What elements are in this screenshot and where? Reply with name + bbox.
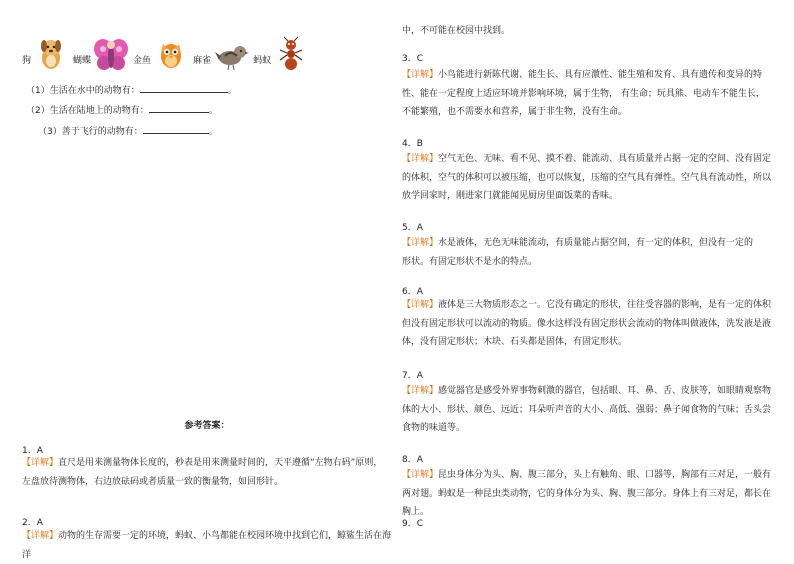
explanation-tag: 【详解】: [402, 154, 439, 164]
goldfish-icon: [153, 36, 189, 72]
explanation-text: 昆虫身体分为头、胸、腹三部分，头上有触角、眼、口器等，胸部有三对足，一般有两对翅。蚂蚁是一种昆虫类动物，它的身体分为头、胸、腹三部分。身体上有三对足，都长在胸上。: [402, 470, 772, 518]
animal-ant: [253, 36, 309, 72]
animal-label: 狗: [22, 56, 32, 66]
continuation-text: 中，不可能在校园中找到。: [402, 26, 511, 36]
answer-3-explanation: [402, 66, 772, 122]
answer-blank: [143, 125, 209, 134]
question-text: （1）生活在水中的动物有：: [26, 86, 140, 96]
answer-6-explanation: [402, 296, 772, 352]
explanation-tag: 【详解】: [402, 470, 439, 480]
sparrow-icon: [213, 36, 249, 72]
explanation-text: 空气无色、无味、看不见、摸不着、能流动、具有质量并占据一定的空间、没有固定的体积，空气的体积可以被压缩，也可以恢复，压缩的空气具有弹性。空气具有流动性，所以放学回家时，刚进家门就能闻见厨房里面饭菜的香味。: [402, 154, 772, 202]
animal-sparrow: [193, 36, 249, 72]
animal-row: [22, 28, 392, 72]
explanation-tag: 【详解】: [22, 458, 59, 468]
answer-number: 5．A: [402, 223, 423, 233]
answer-8-explanation: [402, 466, 772, 522]
left-column: [22, 28, 392, 560]
answer-number: 8．A: [402, 455, 423, 465]
answer-number: 1．A: [22, 446, 43, 456]
answer-blank: [140, 84, 228, 93]
right-column: [402, 22, 774, 529]
answer-number: 4．B: [402, 139, 423, 149]
animal-label: 蝴蝶: [73, 56, 92, 66]
explanation-tag: 【详解】: [22, 531, 59, 541]
answer-number: 3．C: [402, 54, 424, 64]
ant-icon: [273, 36, 309, 72]
animal-goldfish: [133, 36, 189, 72]
explanation-text: 直尺是用来测量物体长度的，秒表是用来测量时间的，天平遵循“左物右码”原则，左盘放待测物体，右边放砝码或者质量一致的衡量物，如回形针。: [22, 458, 383, 487]
explanation-tag: 【详解】: [402, 70, 439, 80]
question-text: （2）生活在陆地上的动物有：: [26, 106, 149, 116]
question-text: （3）善于飞行的动物有：: [38, 127, 143, 137]
answer-number: 9．C: [402, 519, 424, 529]
question-2: [26, 104, 218, 117]
explanation-text: 液体是三大物质形态之一。它没有确定的形状，往往受容器的影响，是有一定的体积但没有固定形状可以流动的物质。像水这样没有固定形状会流动的物体叫做液体，洗发液是液体，没有固定形状；木块、石头都是固体，有固定形状。: [402, 300, 772, 348]
period: 。: [208, 106, 218, 116]
answer-number: 2．A: [22, 518, 43, 528]
animal-label: 金鱼: [133, 56, 152, 66]
answer-number: 7．A: [402, 371, 423, 381]
butterfly-icon: [93, 36, 129, 72]
animal-label: 麻雀: [193, 56, 212, 66]
answer-number: 6．A: [402, 287, 423, 297]
explanation-tag: 【详解】: [402, 386, 439, 396]
question-1: [26, 84, 237, 97]
period: 。: [227, 86, 237, 96]
answer-7-explanation: [402, 382, 772, 438]
explanation-tag: 【详解】: [402, 238, 439, 248]
dog-icon: [33, 36, 69, 72]
answer-blank: [149, 104, 209, 113]
animal-label: 蚂蚁: [253, 56, 272, 66]
explanation-tag: 【详解】: [402, 300, 439, 310]
explanation-text: 小鸟能进行新陈代谢、能生长、具有应激性、能生殖和发育、具有遗传和变异的特性、能在一定程度上适应环境并影响环境，属于生物， 有生命；玩具熊、电动车不能生长，不能繁殖，也不需要水和营养，属于非生物，没有生命。: [402, 70, 765, 118]
answer-2-explanation: [22, 527, 392, 564]
explanation-text: 感觉器官是感受外界事物刺激的器官，包括眼、耳、鼻、舌、皮肤等，如眼睛观察物体的大小、形状、颜色、远近；耳朵听声音的大小、高低、强弱；鼻子闻食物的气味；舌头尝食物的味道等。: [402, 386, 772, 434]
answer-1-explanation: [22, 454, 384, 491]
answer-4-explanation: [402, 150, 772, 206]
explanation-text: 水是液体，无色无味能流动，有质量能占据空间，有一定的体积，但没有一定的形状。有固定形状不是水的特点。: [402, 238, 754, 267]
answers-title: 参考答案：: [184, 421, 230, 431]
answer-5-explanation: [402, 234, 762, 271]
animal-butterfly: [73, 36, 129, 72]
question-3: [38, 125, 218, 138]
animal-dog: [22, 36, 69, 72]
answer-9: [402, 509, 423, 539]
period: 。: [208, 127, 218, 137]
explanation-text: 动物的生存需要一定的环境，蚂蚁、小鸟都能在校园环境中找到它们，鲸鲨生活在海洋: [22, 531, 392, 560]
